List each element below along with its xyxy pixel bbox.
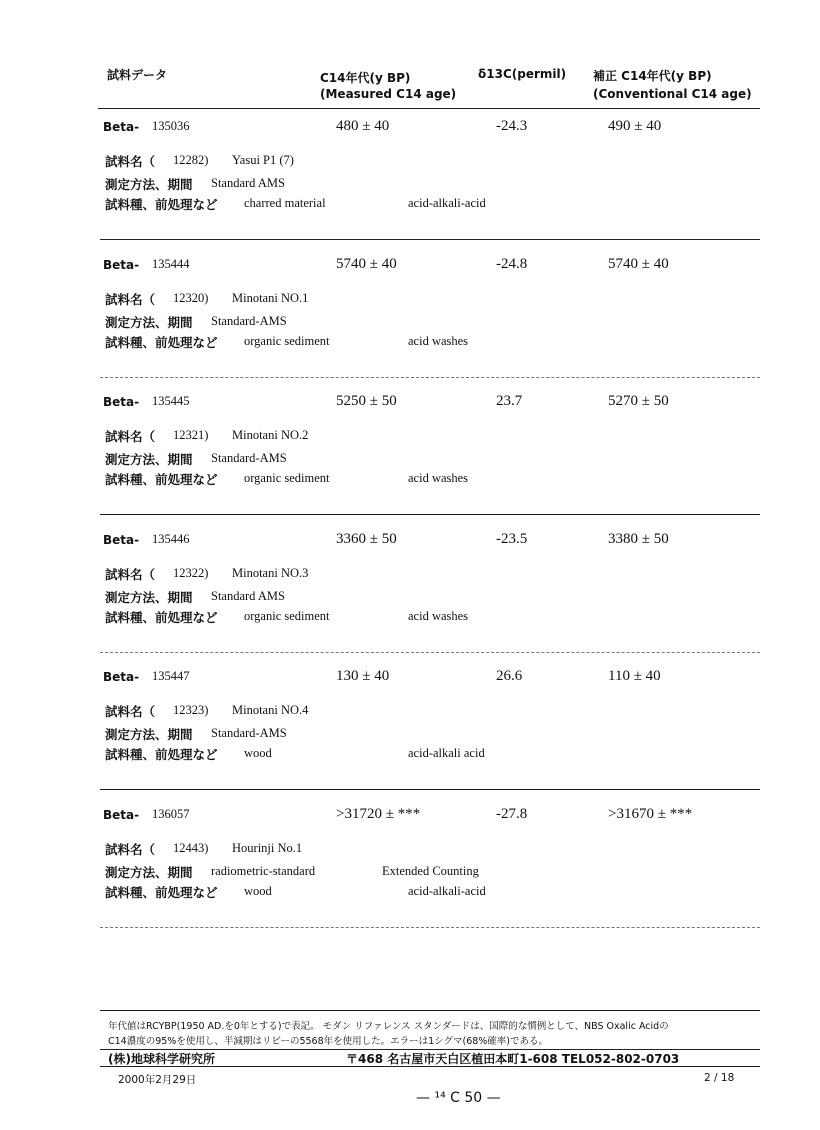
sample-code: 12321) (173, 428, 209, 442)
pretreatment-value: acid-alkali-acid (408, 884, 486, 898)
footnote-line-2: C14濃度の95%を使用し、半減期はリビーの5568年を使用した。エラーは1シグマ(68%確率)である。 (108, 1036, 549, 1047)
method-value: Standard-AMS (211, 451, 287, 465)
sample-separator (100, 652, 760, 653)
method-label: 測定方法、期間 (105, 865, 193, 880)
sample-name: Yasui P1 (7) (232, 153, 294, 167)
material-value: organic sediment (244, 609, 330, 623)
beta-number: 135447 (152, 669, 190, 683)
sample-separator (100, 927, 760, 928)
measured-age: 3360 ± 50 (336, 531, 397, 547)
measured-age: >31720 ± *** (336, 806, 421, 822)
material-label: 試料種、前処理など (105, 610, 218, 625)
beta-number: 135036 (152, 119, 190, 133)
sample-separator (100, 789, 760, 790)
page-number: 2 / 18 (704, 1072, 735, 1084)
method-label: 測定方法、期間 (105, 452, 193, 467)
beta-number: 135444 (152, 257, 190, 271)
method-value: Standard AMS (211, 176, 285, 190)
header-measured-age-en: (Measured C14 age) (320, 87, 457, 101)
sample-name-label: 試料名（ (105, 292, 156, 307)
pretreatment-value: acid washes (408, 471, 469, 485)
sample-separator (100, 239, 760, 240)
method-label: 測定方法、期間 (105, 315, 193, 330)
method-label: 測定方法、期間 (105, 177, 193, 192)
d13c-value: 26.6 (496, 668, 523, 684)
sample-separator (100, 377, 760, 378)
conventional-age: 110 ± 40 (608, 668, 661, 684)
method-label: 測定方法、期間 (105, 727, 193, 742)
conventional-age: >31670 ± *** (608, 806, 693, 822)
method-extra: Extended Counting (382, 864, 479, 878)
conventional-age: 5270 ± 50 (608, 393, 669, 409)
sample-code: 12322) (173, 566, 209, 580)
material-value: charred material (244, 196, 326, 210)
measured-age: 5250 ± 50 (336, 393, 397, 409)
sample-name: Minotani NO.4 (232, 703, 309, 717)
company-name: (株)地球科学研究所 (108, 1052, 215, 1066)
beta-label: Beta- (103, 808, 140, 822)
sample-code: 12443) (173, 841, 209, 855)
beta-label: Beta- (103, 395, 140, 409)
pretreatment-value: acid washes (408, 609, 469, 623)
sample-code: 12320) (173, 291, 209, 305)
beta-number: 135445 (152, 394, 190, 408)
header-conventional-age-en: (Conventional C14 age) (593, 87, 752, 101)
material-value: organic sediment (244, 334, 330, 348)
d13c-value: -23.5 (496, 531, 528, 547)
material-label: 試料種、前処理など (105, 472, 218, 487)
company-address: 〒468 名古屋市天白区植田本町1-608 TEL052-802-0703 (346, 1052, 680, 1066)
method-value: Standard AMS (211, 589, 285, 603)
pretreatment-value: acid-alkali acid (408, 746, 485, 760)
header-divider (98, 108, 760, 109)
sample-name: Minotani NO.3 (232, 566, 309, 580)
method-value: Standard-AMS (211, 726, 287, 740)
header-conventional-age: 補正 C14年代(y BP) (593, 69, 712, 83)
method-value: radiometric-standard (211, 864, 316, 878)
measured-age: 480 ± 40 (336, 118, 390, 134)
d13c-value: -27.8 (496, 806, 528, 822)
conventional-age: 3380 ± 50 (608, 531, 669, 547)
beta-label: Beta- (103, 258, 140, 272)
conventional-age: 490 ± 40 (608, 118, 662, 134)
sample-name-label: 試料名（ (105, 429, 156, 444)
sample-name-label: 試料名（ (105, 567, 156, 582)
sample-code: 12323) (173, 703, 209, 717)
conventional-age: 5740 ± 40 (608, 256, 669, 272)
beta-label: Beta- (103, 120, 140, 134)
footer-divider (100, 1010, 760, 1011)
sample-name-label: 試料名（ (105, 704, 156, 719)
sample-name: Hourinji No.1 (232, 841, 303, 855)
material-label: 試料種、前処理など (105, 885, 218, 900)
sample-name-label: 試料名（ (105, 842, 156, 857)
sample-name: Minotani NO.1 (232, 291, 309, 305)
d13c-value: -24.3 (496, 118, 528, 134)
header-sample-data: 試料データ (107, 68, 168, 82)
material-label: 試料種、前処理など (105, 197, 218, 212)
header-measured-age: C14年代(y BP) (320, 71, 411, 85)
material-label: 試料種、前処理など (105, 747, 218, 762)
method-label: 測定方法、期間 (105, 590, 193, 605)
pretreatment-value: acid washes (408, 334, 469, 348)
d13c-value: -24.8 (496, 256, 528, 272)
sample-code: 12282) (173, 153, 209, 167)
beta-number: 136057 (152, 807, 190, 821)
beta-number: 135446 (152, 532, 190, 546)
material-label: 試料種、前処理など (105, 335, 218, 350)
d13c-value: 23.7 (496, 393, 523, 409)
material-value: wood (244, 884, 272, 898)
method-value: Standard-AMS (211, 314, 287, 328)
report-date: 2000年2月29日 (118, 1074, 197, 1086)
footer-divider-3 (100, 1066, 760, 1067)
material-value: wood (244, 746, 272, 760)
measured-age: 130 ± 40 (336, 668, 390, 684)
page-stamp: — ¹⁴ C 50 — (416, 1090, 501, 1106)
pretreatment-value: acid-alkali-acid (408, 196, 486, 210)
footnote-line-1: 年代値はRCYBP(1950 AD.を0年とする)で表記。 モダン リファレンス スタンダードは、国際的な慣例として、NBS Oxalic Acidの (108, 1021, 669, 1032)
sample-name-label: 試料名（ (105, 154, 156, 169)
header-d13c: δ13C(permil) (478, 67, 567, 81)
sample-name: Minotani NO.2 (232, 428, 309, 442)
material-value: organic sediment (244, 471, 330, 485)
sample-separator (100, 514, 760, 515)
measured-age: 5740 ± 40 (336, 256, 397, 272)
beta-label: Beta- (103, 670, 140, 684)
beta-label: Beta- (103, 533, 140, 547)
